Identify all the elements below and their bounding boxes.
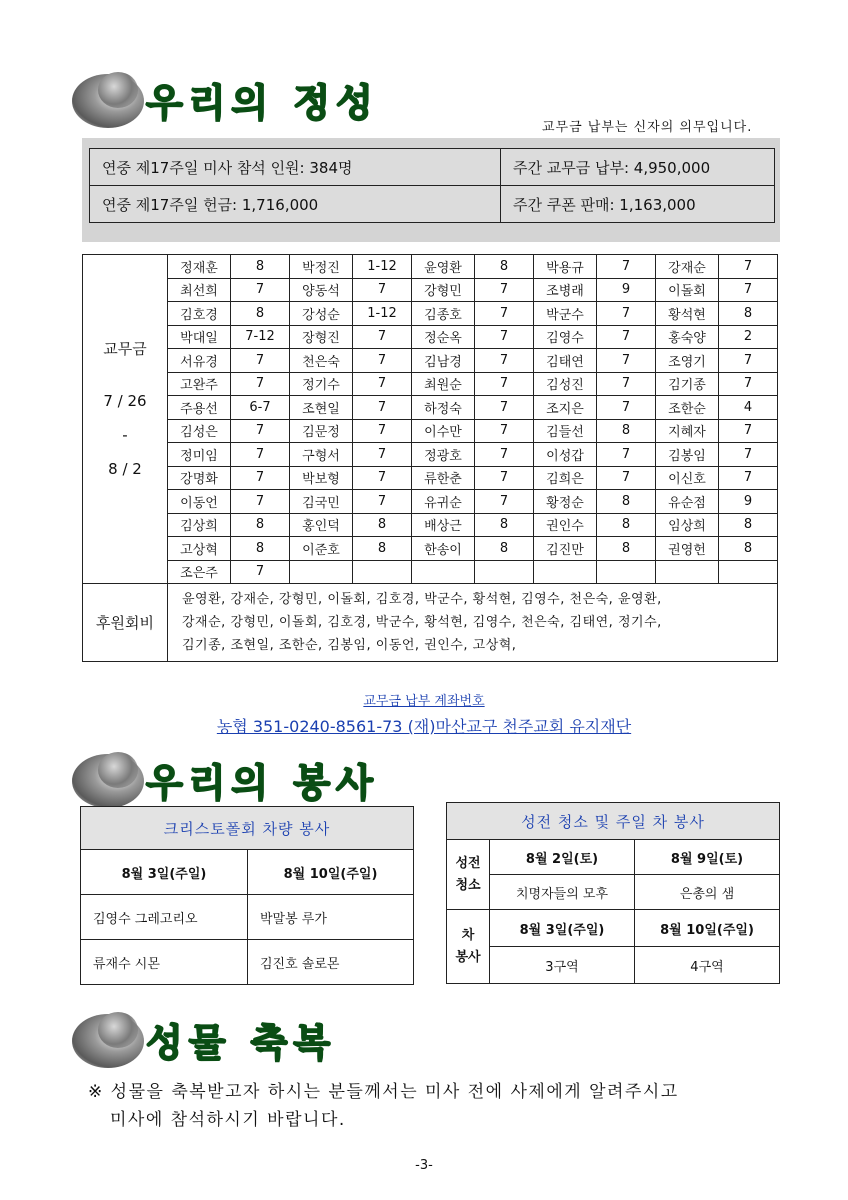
sponsor-label: 후원회비 (83, 584, 168, 662)
donor-name: 이수만 (412, 419, 475, 443)
account-number: 농협 351-0240-8561-73 (재)마산교구 천주교회 유지재단 (216, 717, 632, 736)
blessing-notice (88, 1078, 679, 1134)
donor-months: 7 (597, 325, 656, 349)
donor-name: 김들선 (534, 419, 597, 443)
donor-months: 8 (597, 513, 656, 537)
donor-name: 주용선 (168, 396, 231, 420)
donor-name: 박용규 (534, 255, 597, 279)
donor-name: 김영수 (534, 325, 597, 349)
donor-months: 7 (475, 349, 534, 373)
donor-name: 조지은 (534, 396, 597, 420)
donor-months: 7 (475, 372, 534, 396)
dues-row (83, 560, 778, 584)
donor-name: 배상근 (412, 513, 475, 537)
donor-months: 7 (231, 349, 290, 373)
offering-heading-title: 우리의 정성 (146, 81, 379, 125)
donor-months: 7 (719, 372, 778, 396)
sponsor-line: 김기종, 조현일, 조한순, 김봉임, 이동언, 권인수, 고상혁, (182, 638, 517, 653)
attendance-stat: 연중 제17주일 미사 참석 인원: 384명 (90, 149, 501, 186)
donor-name: 홍인덕 (290, 513, 353, 537)
donor-months: 7 (353, 443, 412, 467)
donor-months: 7 (231, 466, 290, 490)
donor-months: 7 (597, 372, 656, 396)
donor-name: 박군수 (534, 302, 597, 326)
donor-months: 8 (475, 513, 534, 537)
donor-name: 이동언 (168, 490, 231, 514)
donor-name: 김남경 (412, 349, 475, 373)
donor-months: 8 (231, 255, 290, 279)
donor-name: 박보형 (290, 466, 353, 490)
vehicle-volunteer: 김영수 그레고리오 (81, 895, 248, 940)
donor-months: 2 (719, 325, 778, 349)
donor-name: 강명화 (168, 466, 231, 490)
donor-name: 김진만 (534, 537, 597, 561)
donor-months: 7 (353, 372, 412, 396)
donor-months: 8 (475, 537, 534, 561)
donor-name: 장형진 (290, 325, 353, 349)
donor-name (290, 560, 353, 584)
donor-name: 강재순 (656, 255, 719, 279)
donor-name: 황석현 (656, 302, 719, 326)
donor-name: 고상혁 (168, 537, 231, 561)
donor-months: 4 (719, 396, 778, 420)
donor-name: 김성진 (534, 372, 597, 396)
donor-months (597, 560, 656, 584)
donor-months: 1-12 (353, 302, 412, 326)
donor-months: 7 (475, 278, 534, 302)
car-date-2: 8월 10일(주일) (635, 910, 780, 947)
service-heading-title: 우리의 봉사 (146, 761, 379, 805)
donor-months: 8 (475, 255, 534, 279)
donor-name: 김문정 (290, 419, 353, 443)
donor-name: 유순점 (656, 490, 719, 514)
donor-name: 정재훈 (168, 255, 231, 279)
dues-row (83, 349, 778, 373)
donor-name: 최원순 (412, 372, 475, 396)
heading-ornament-highlight (98, 1012, 138, 1048)
dues-row (83, 537, 778, 561)
donor-months: 7 (231, 278, 290, 302)
dues-row (83, 443, 778, 467)
sponsor-line: 윤영환, 강재순, 강형민, 이돌회, 김호경, 박군수, 황석현, 김영수, 천은숙, 윤영환, (182, 592, 662, 607)
cleaning-date-2: 8월 9일(토) (635, 840, 780, 875)
donor-months: 8 (719, 302, 778, 326)
cleaning-date-1: 8월 2일(토) (490, 840, 635, 875)
account-label: 교무금 납부 계좌번호 (363, 694, 485, 709)
donor-months: 7 (231, 372, 290, 396)
car-label-line: 봉사 (455, 949, 481, 965)
donor-months: 7 (597, 396, 656, 420)
donor-name: 서유경 (168, 349, 231, 373)
donor-name: 최선희 (168, 278, 231, 302)
dues-row (83, 302, 778, 326)
offering-heading (72, 72, 392, 132)
dues-row (83, 372, 778, 396)
donor-months: 8 (719, 513, 778, 537)
donor-name: 조한순 (656, 396, 719, 420)
donor-months: 7 (475, 396, 534, 420)
donor-months (719, 560, 778, 584)
donor-months: 9 (719, 490, 778, 514)
donor-months: 7 (597, 466, 656, 490)
donor-months: 7 (231, 419, 290, 443)
donor-months: 7 (353, 490, 412, 514)
donor-name (412, 560, 475, 584)
heading-ornament-highlight (98, 752, 138, 788)
cleaning-label (447, 840, 490, 910)
sponsor-row (83, 584, 778, 662)
donor-name: 김태연 (534, 349, 597, 373)
donor-name: 권인수 (534, 513, 597, 537)
dues-label-cell (83, 255, 168, 584)
donor-months: 7 (719, 419, 778, 443)
donor-name: 홍숙양 (656, 325, 719, 349)
dues-row (83, 255, 778, 279)
donor-months: 7 (353, 325, 412, 349)
donor-name: 조영기 (656, 349, 719, 373)
donor-months: 7 (597, 255, 656, 279)
cleaning-group-1: 치명자들의 모후 (490, 875, 635, 910)
donor-name (534, 560, 597, 584)
dues-row (83, 490, 778, 514)
donor-name: 이돌회 (656, 278, 719, 302)
donor-name: 박정진 (290, 255, 353, 279)
car-label-line: 차 (461, 927, 475, 943)
donor-months: 7 (719, 255, 778, 279)
donor-months: 7 (231, 490, 290, 514)
church-service-title: 성전 청소 및 주일 차 봉사 (447, 803, 780, 840)
weekly-dues-stat: 주간 교무금 납부: 4,950,000 (501, 149, 775, 186)
donor-months: 7 (231, 443, 290, 467)
blessing-line: 미사에 참석하시기 바랍니다. (110, 1110, 346, 1130)
heading-ornament-highlight (98, 72, 138, 108)
vehicle-date-2: 8월 10일(주일) (248, 850, 414, 895)
donor-name: 천은숙 (290, 349, 353, 373)
donor-name: 양동석 (290, 278, 353, 302)
donor-months: 6-7 (231, 396, 290, 420)
dues-row (83, 396, 778, 420)
blessing-line: ※ 성물을 축복받고자 하시는 분들께서는 미사 전에 사제에게 알려주시고 (88, 1082, 679, 1102)
donor-name: 김호경 (168, 302, 231, 326)
donor-name: 김봉임 (656, 443, 719, 467)
donor-name: 한송이 (412, 537, 475, 561)
page-number: -3- (415, 1158, 433, 1173)
donor-name: 윤영환 (412, 255, 475, 279)
donor-months: 7 (353, 419, 412, 443)
donor-name: 김종호 (412, 302, 475, 326)
dues-label: 교무금 (103, 340, 147, 358)
cleaning-group-2: 은총의 샘 (635, 875, 780, 910)
donor-months: 7 (231, 560, 290, 584)
donor-months: 7 (475, 466, 534, 490)
donor-months: 8 (719, 537, 778, 561)
dues-row (83, 513, 778, 537)
donor-name: 구형서 (290, 443, 353, 467)
donor-name: 김상희 (168, 513, 231, 537)
donor-months: 7 (475, 302, 534, 326)
donor-months: 7 (475, 419, 534, 443)
donor-months: 8 (231, 302, 290, 326)
service-heading (72, 752, 392, 812)
donor-name: 하정숙 (412, 396, 475, 420)
donor-months: 7 (597, 443, 656, 467)
donor-name: 정기수 (290, 372, 353, 396)
donor-months: 1-12 (353, 255, 412, 279)
donor-name: 유귀순 (412, 490, 475, 514)
dues-row (83, 419, 778, 443)
donor-months: 7 (353, 466, 412, 490)
donor-months: 7 (597, 302, 656, 326)
donor-months: 7 (475, 443, 534, 467)
donor-months: 8 (353, 513, 412, 537)
donor-name: 박대일 (168, 325, 231, 349)
donor-months: 7 (353, 278, 412, 302)
donor-months: 8 (231, 537, 290, 561)
vehicle-date-1: 8월 3일(주일) (81, 850, 248, 895)
vehicle-volunteer: 박말봉 루가 (248, 895, 414, 940)
sponsor-list (168, 584, 778, 662)
donor-months: 9 (597, 278, 656, 302)
donor-name: 류한춘 (412, 466, 475, 490)
donor-name: 강성순 (290, 302, 353, 326)
dues-row (83, 325, 778, 349)
dues-period-dash: - (122, 426, 128, 444)
donor-months: 7 (353, 349, 412, 373)
donor-name: 고완주 (168, 372, 231, 396)
donor-name: 이성갑 (534, 443, 597, 467)
donor-name: 김성은 (168, 419, 231, 443)
donor-name: 조은주 (168, 560, 231, 584)
sponsor-line: 강재순, 강형민, 이돌회, 김호경, 박군수, 황석현, 김영수, 천은숙, 김태연, 정기수, (182, 615, 662, 630)
donor-name (656, 560, 719, 584)
coupon-stat: 주간 쿠폰 판매: 1,163,000 (501, 186, 775, 223)
donor-name: 권영헌 (656, 537, 719, 561)
donor-months (353, 560, 412, 584)
donor-months (475, 560, 534, 584)
car-label (447, 910, 490, 984)
donor-name: 지혜자 (656, 419, 719, 443)
donor-name: 정미임 (168, 443, 231, 467)
donor-name: 조현일 (290, 396, 353, 420)
donor-name: 황정순 (534, 490, 597, 514)
donor-months: 8 (597, 419, 656, 443)
cleaning-label-line: 성전 (455, 855, 481, 871)
vehicle-service-table (80, 806, 414, 985)
donor-months: 7 (719, 278, 778, 302)
donor-months: 8 (231, 513, 290, 537)
donor-name: 이신호 (656, 466, 719, 490)
donor-name: 강형민 (412, 278, 475, 302)
vehicle-volunteer: 김진호 솔로몬 (248, 940, 414, 985)
donor-months: 7-12 (231, 325, 290, 349)
donor-months: 7 (719, 349, 778, 373)
car-date-1: 8월 3일(주일) (490, 910, 635, 947)
blessing-heading-title: 성물 축복 (146, 1021, 337, 1065)
offering-note: 교무금 납부는 신자의 의무입니다. (542, 120, 753, 135)
dues-period-start: 7 / 26 (103, 392, 147, 410)
donor-months: 8 (597, 490, 656, 514)
dues-row (83, 278, 778, 302)
donor-months: 7 (475, 325, 534, 349)
donor-months: 8 (597, 537, 656, 561)
donor-name: 이준호 (290, 537, 353, 561)
donor-name: 임상희 (656, 513, 719, 537)
collection-stat: 연중 제17주일 헌금: 1,716,000 (90, 186, 501, 223)
donor-name: 김국민 (290, 490, 353, 514)
car-group-2: 4구역 (635, 947, 780, 984)
donor-months: 7 (719, 443, 778, 467)
vehicle-volunteer: 류재수 시몬 (81, 940, 248, 985)
donor-name: 조병래 (534, 278, 597, 302)
vehicle-service-title: 크리스토폴회 차량 봉사 (81, 807, 414, 850)
donor-name: 정순옥 (412, 325, 475, 349)
car-group-1: 3구역 (490, 947, 635, 984)
donor-name: 김희은 (534, 466, 597, 490)
dues-table (82, 254, 778, 662)
donor-name: 정광호 (412, 443, 475, 467)
church-service-table (446, 802, 780, 984)
donor-months: 8 (353, 537, 412, 561)
dues-period-end: 8 / 2 (108, 460, 142, 478)
blessing-heading (72, 1012, 392, 1072)
donor-months: 7 (719, 466, 778, 490)
donor-months: 7 (597, 349, 656, 373)
donor-name: 김기종 (656, 372, 719, 396)
donor-months: 7 (353, 396, 412, 420)
donor-months: 7 (475, 490, 534, 514)
cleaning-label-line: 청소 (455, 877, 481, 893)
stats-box (82, 138, 780, 242)
dues-row (83, 466, 778, 490)
